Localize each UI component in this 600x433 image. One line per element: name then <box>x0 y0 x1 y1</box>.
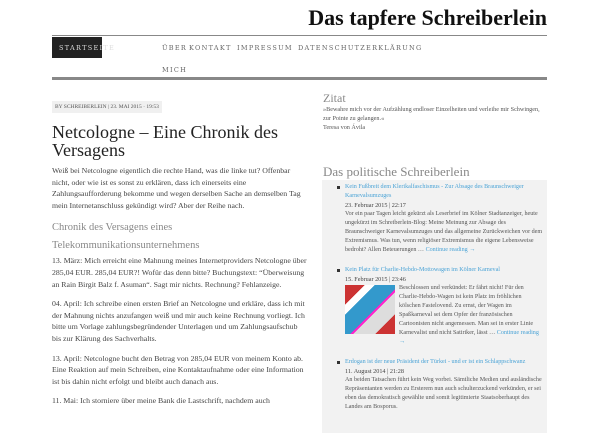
item-excerpt: Beschlossen und verkündet: Er fährt nicht! Für den Charlie-Hebdo-Wagen ist kein Platz im fröhlichen kölschen Fastelovend. Zu ernst, der Wagen im Spaßkarneval sei dem Opfer der französischen Cartoonisten nicht angemessen. Man sei in erster Linie Karnevalist und nicht Satiriker, lässt … <box>399 285 534 336</box>
post-heading: Chronik des Versagens eines Telekommunikationsunternehmens <box>52 222 200 251</box>
post-paragraph: 13. März: Mich erreicht eine Mahnung meines Internetproviders Netcologne über 285,04 EUR. 285,04 EUR?! Wofür das denn bitte? Buchungstext: “Überweisung an Rain Birgit Balz f. Asuman“. Sagt mir nichts. Rechnung? Fehlanzeige. <box>52 256 307 289</box>
post-paragraph: 11. Mai: Ich storniere über meine Bank die Lastschrift, nachdem auch <box>52 396 270 406</box>
post-paragraph: 13. April: Netcologne bucht den Betrag von 285,04 EUR von meinem Konto ab. Eine Reaktion auf mein Schreiben, eine Kontaktaufnahme oder eine Information ist bis dahin nicht erfolgt und bleibt auch danach aus. <box>52 353 304 386</box>
item-excerpt: An beiden Tatsachen führt kein Weg vorbei. Sämtliche Medien und ausländische Repräsentanten werden zu Ersterem nun auch schulterzuckend verkünden, er sei eben das demokratisch gewählte und somit legitimierte Staatsoberhaupt des Landes am Bosporus. <box>345 377 542 410</box>
continue-reading-link[interactable]: Continue reading → <box>425 247 476 253</box>
zitat-author: Teresa von Ávila <box>323 124 366 131</box>
politics-title: Das politische Schreiberlein <box>323 164 470 179</box>
list-item <box>345 358 544 412</box>
continue-reading-link[interactable]: Continue reading → <box>399 330 539 345</box>
post-meta: BY SCHREIBERLEIN | 23. MAI 2015 · 19:53 <box>52 101 162 113</box>
post-intro: Weiß bei Netcologne eigentlich die rechte Hand, was die linke tut? Offenbar nicht, oder wie ist es sonst zu erklären, dass ich einerseits eine Zahlungsaufforderung bekomme und wegen derselben Sache an demselben Tag mein Internetanschluss gekündigt wird? Aber der Reihe nach. <box>52 166 301 210</box>
nav-startseite[interactable]: STARTSEITE <box>52 37 102 58</box>
zitat-title: Zitat <box>323 91 346 105</box>
nav-ueber[interactable]: ÜBER <box>162 44 188 52</box>
zitat-widget <box>322 105 547 132</box>
post-title[interactable]: Netcologne – Eine Chronik des Versagens <box>52 122 278 160</box>
post-paragraph: 04. April: Ich schreibe einen ersten Brief an Netcologne und erkläre, dass ich mit der Mahnung nichts anzufangen weiß und mir auch keine Rechnung vorliegt. Ich bitte um Vorlage zahlungsbegründender Unterlagen und um Zahlungsaufschub bis zur Klärung des Sachverhalts. <box>52 299 305 343</box>
nav-datenschutz[interactable]: DATENSCHUTZERKLÄRUNG <box>298 44 423 52</box>
item-date: 23. Februar 2015 | 22:17 <box>345 202 406 209</box>
bullet-icon <box>337 361 340 364</box>
politics-box <box>322 180 547 433</box>
item-link[interactable]: Kein Platz für Charlie-Hebdo-Mottowagen im Kölner Karneval <box>345 267 501 273</box>
item-date: 11. August 2014 | 21:28 <box>345 368 404 375</box>
item-date: 15. Februar 2015 | 23:46 <box>345 276 406 283</box>
nav-impressum[interactable]: IMPRESSUM <box>237 44 293 52</box>
bullet-icon <box>337 186 340 189</box>
main-nav <box>52 35 547 80</box>
item-thumbnail[interactable] <box>345 285 395 334</box>
main-column <box>52 95 307 407</box>
item-link[interactable]: Erdogan ist der neue Präsident der Türkei - und er ist ein Schlappschwanz <box>345 359 526 365</box>
list-item <box>345 183 544 255</box>
nav-mich[interactable]: MICH <box>162 66 188 74</box>
sidebar <box>322 91 547 433</box>
list-item <box>345 266 544 347</box>
nav-kontakt[interactable]: KONTAKT <box>189 44 232 52</box>
site-title[interactable]: Das tapfere Schreiberlein <box>308 5 547 30</box>
zitat-text: »Bewahre mich vor der Aufzählung endloser Einzelheiten und verleihe mir Schwingen, zur Pointe zu gelangen.« <box>323 106 540 122</box>
item-excerpt: Vor ein paar Tagen leicht gekürzt als Leserbrief im Kölner Stadtanzeiger, heute ungekürzt im Schreiberlein-Blog: Meine Meinung zur Absage des Braunschweiger Karnevalsumzuges und das allgemeine Zurückweichen vor dem Extremismus. Was tun, wenn religiöser Extremismus die eigene Lebensweise bedroht? Allen Beteuerungen … <box>345 211 543 253</box>
bullet-icon <box>337 269 340 272</box>
item-link[interactable]: Kein Fußbreit dem Klerikalfaschismus - Zur Absage des Braunschweiger Karnevalsumzuges <box>345 184 524 199</box>
